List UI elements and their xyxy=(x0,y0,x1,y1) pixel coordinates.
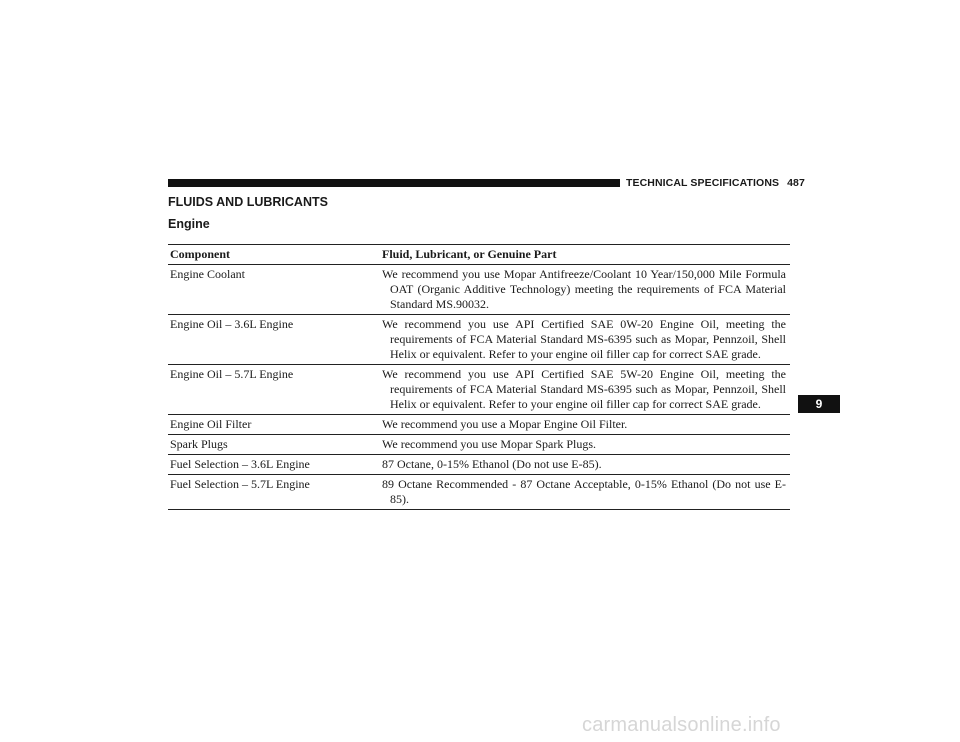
description-text: We recommend you use Mopar Antifreeze/Coolant 10 Year/150,000 Mile Formula OAT (Organic Additive Technology) meeting the requirements of FCA Material Standard MS.90032. xyxy=(382,267,786,311)
cell-description xyxy=(380,435,790,455)
column-header-component: Component xyxy=(168,245,380,265)
description-text: We recommend you use API Certified SAE 0W-20 Engine Oil, meeting the requirements of FCA Material Standard MS-6395 such as Mopar, Pennzoil, Shell Helix or equivalent. Refer to your engine oil filler cap for correct SAE grade. xyxy=(382,317,786,361)
page-number: 487 xyxy=(787,177,805,189)
running-header xyxy=(626,176,805,190)
description-text: 89 Octane Recommended - 87 Octane Acceptable, 0-15% Ethanol (Do not use E-85). xyxy=(382,477,786,506)
cell-component: Engine Oil – 5.7L Engine xyxy=(168,365,380,415)
cell-component: Engine Coolant xyxy=(168,265,380,315)
table-row xyxy=(168,365,790,415)
description-text: 87 Octane, 0-15% Ethanol (Do not use E-85). xyxy=(382,457,602,471)
table-row xyxy=(168,455,790,475)
watermark: carmanualsonline.info xyxy=(582,714,781,736)
cell-description xyxy=(380,475,790,510)
table-header-row xyxy=(168,245,790,265)
cell-component: Fuel Selection – 3.6L Engine xyxy=(168,455,380,475)
cell-component: Fuel Selection – 5.7L Engine xyxy=(168,475,380,510)
description-text: We recommend you use a Mopar Engine Oil Filter. xyxy=(382,417,628,431)
subsection-title: Engine xyxy=(168,217,210,231)
cell-description xyxy=(380,415,790,435)
header-rule xyxy=(168,179,620,187)
table-row xyxy=(168,475,790,510)
cell-description xyxy=(380,265,790,315)
table-row xyxy=(168,415,790,435)
fluids-table xyxy=(168,244,790,510)
table-row xyxy=(168,435,790,455)
cell-description xyxy=(380,455,790,475)
chapter-tab: 9 xyxy=(798,395,840,413)
table-row xyxy=(168,315,790,365)
column-header-fluid: Fluid, Lubricant, or Genuine Part xyxy=(380,245,790,265)
table-row xyxy=(168,265,790,315)
section-title: FLUIDS AND LUBRICANTS xyxy=(168,195,328,209)
cell-component: Spark Plugs xyxy=(168,435,380,455)
description-text: We recommend you use Mopar Spark Plugs. xyxy=(382,437,596,451)
cell-description xyxy=(380,365,790,415)
cell-component: Engine Oil – 3.6L Engine xyxy=(168,315,380,365)
description-text: We recommend you use API Certified SAE 5W-20 Engine Oil, meeting the requirements of FCA Material Standard MS-6395 such as Mopar, Pennzoil, Shell Helix or equivalent. Refer to your engine oil filler cap for correct SAE grade. xyxy=(382,367,786,411)
cell-component: Engine Oil Filter xyxy=(168,415,380,435)
cell-description xyxy=(380,315,790,365)
header-section-label: TECHNICAL SPECIFICATIONS xyxy=(626,177,780,189)
